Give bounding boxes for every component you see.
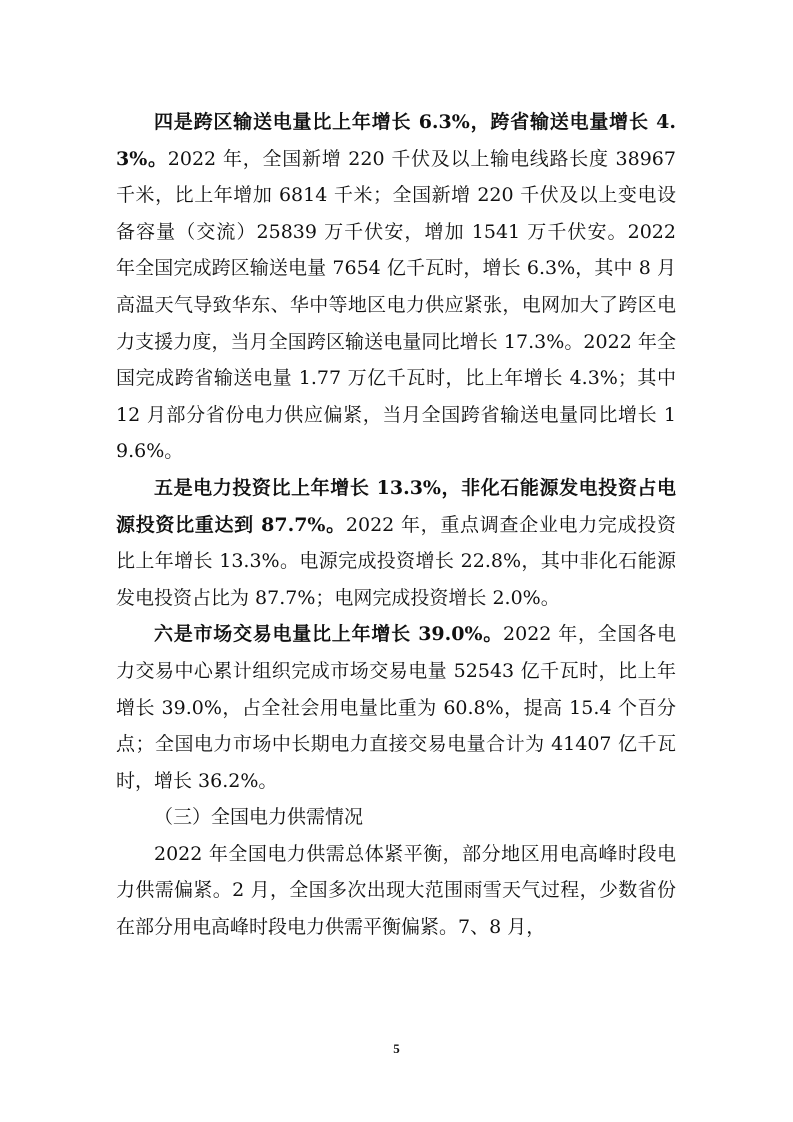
paragraph-cross-region-transmission: [116, 104, 676, 470]
paragraph-lead: 六是市场交易电量比上年增长 39.0%。: [154, 623, 504, 646]
paragraph-body: 2022 年，全国各电力交易中心累计组织完成市场交易电量 52543 亿千瓦时，比上年增长 39.0%，占全社会用电量比重为 60.8%，提高 15.4 个百分点；全国电力市场中长期电力直接交易电量合计为 41407 亿千瓦时，增长 36.2%。: [116, 623, 676, 792]
page-number: 5: [393, 1041, 400, 1056]
section-heading: （三）全国电力供需情况: [154, 806, 364, 829]
paragraph-lead: 五是电力投资比上年增长 13.3%，非化石能源发电投资占电源投资比重达到 87.7%。: [116, 476, 676, 536]
body-text: [116, 104, 676, 946]
paragraph-supply-demand: 2022 年全国电力供需总体紧平衡，部分地区用电高峰时段电力供需偏紧。2 月，全国多次出现大范围雨雪天气过程，少数省份在部分用电高峰时段电力供需平衡偏紧。7、8 月，: [116, 842, 676, 939]
paragraph-market-trading: [116, 616, 676, 799]
paragraph-body: 2022 年，全国新增 220 千伏及以上输电线路长度 38967 千米，比上年增加 6814 千米；全国新增 220 千伏及以上变电设备容量（交流）25839 万千伏安，增加 1541 万千伏安。2022 年全国完成跨区输送电量 7654 亿千瓦时，增长 6.3%，其中 8 月高温天气导致华东、华中等地区电力供应紧张，电网加大了跨区电力支援力度，当月全国跨区输送电量同比增长 17.3%。2022 年全国完成跨省输送电量 1.77 万亿千瓦时，比上年增长 4.3%；其中 12 月部分省份电力供应偏紧，当月全国跨省输送电量同比增长 19.6%。: [116, 147, 676, 463]
paragraph-lead: 四是跨区输送电量比上年增长 6.3%，跨省输送电量增长 4.3%。: [116, 111, 676, 170]
paragraph-power-investment: [116, 470, 676, 616]
paragraph-body: 2022 年，重点调查企业电力完成投资比上年增长 13.3%。电源完成投资增长 22.8%，其中非化石能源发电投资占比为 87.7%；电网完成投资增长 2.0%。: [116, 513, 676, 609]
